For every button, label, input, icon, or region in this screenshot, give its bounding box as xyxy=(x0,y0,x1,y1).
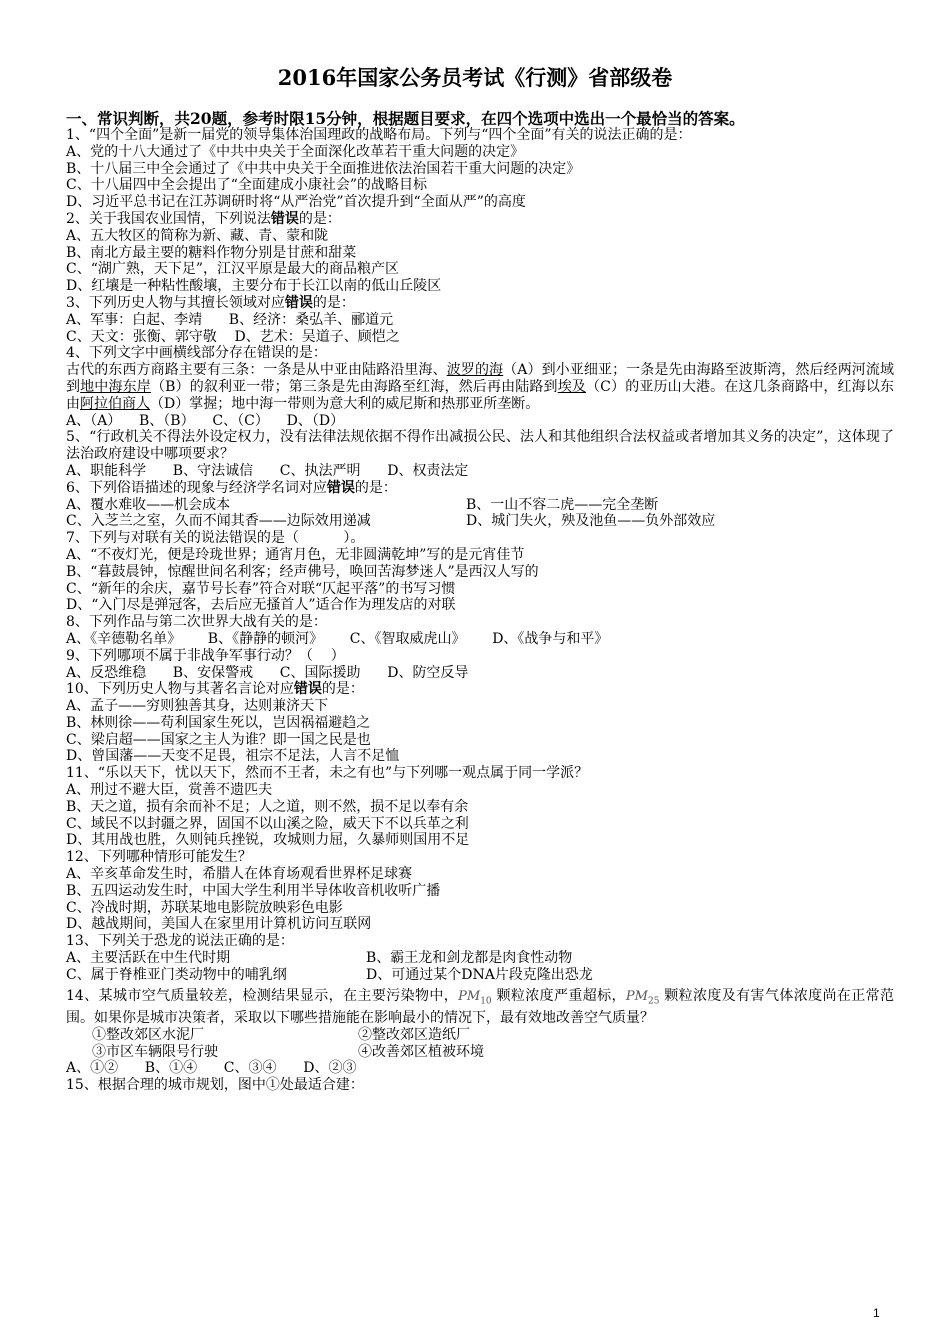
passage-text: 古代的东西方商路主要有三条：一条是从中亚由陆路沿里海、 xyxy=(66,362,447,379)
question-14-item-2: ②整改郊区造纸厂 xyxy=(358,1026,470,1043)
question-2-option-b: B、南北方最主要的糖料作物分别是甘蔗和甜菜 xyxy=(66,244,357,261)
pm10-base: PM xyxy=(458,988,481,1004)
question-1-option-b: B、十八届三中全会通过了《中共中央关于全面推进依法治国若干重大问题的决定》 xyxy=(66,160,581,177)
question-10-stem-text: 10、下列历史人物与其著名言论对应 xyxy=(66,681,294,698)
question-13-stem: 13、下列关于恐龙的说法正确的是： xyxy=(66,933,294,950)
question-1-option-a: A、党的十八大通过了《中共中央关于全面深化改革若干重大问题的决定》 xyxy=(66,143,525,160)
question-2-option-d: D、红壤是一种粘性酸壤，主要分布于长江以南的低山丘陵区 xyxy=(66,278,442,295)
question-14-item-4: ④改善郊区植被环境 xyxy=(358,1043,484,1060)
question-14-stem-text: 颗粒浓度及有害气体浓度尚在正常范围。如果你是城市决策者，采取以下哪些措施能在影响最小的情况下，最有效地改善空气质量？ xyxy=(66,987,894,1027)
pm25-subscript: 25 xyxy=(647,996,660,1007)
question-6-options-row-2 xyxy=(66,513,894,530)
question-6-option-d: D、城门失火，殃及池鱼——负外部效应 xyxy=(466,513,716,530)
question-13-options-row-2 xyxy=(66,967,894,984)
question-4-passage xyxy=(66,362,894,412)
question-6-emphasis: 错误 xyxy=(326,479,355,496)
question-4-options: A、（A） B、（B） C、（C） D、（D） xyxy=(66,412,345,429)
section-heading: 一、常识判断，共20题，参考时限15分钟，根据题目要求，在四个选项中选出一个最恰当的答案。 xyxy=(66,109,745,128)
question-2-option-c: C、“湖广熟，天下足”，江汉平原是最大的商品粮产区 xyxy=(66,261,400,278)
passage-text: （D）掌握；地中海一带则为意大利的威尼斯和热那亚所垄断。 xyxy=(150,395,540,412)
question-6-option-c: C、入芝兰之室，久而不闻其香——边际效用递减 xyxy=(66,513,371,530)
question-11-option-b: B、天之道，损有余而补不足；人之道，则不然，损不足以奉有余 xyxy=(66,798,469,815)
question-6-option-b: B、一山不容二虎——完全垄断 xyxy=(466,496,659,513)
question-3-stem-text: 3、下列历史人物与其擅长领域对应 xyxy=(66,294,285,311)
question-11-stem: 11、“乐以天下，忧以天下，然而不王者，未之有也”与下列哪一观点属于同一学派？ xyxy=(66,765,589,782)
question-6-options-row-1 xyxy=(66,497,894,514)
question-10-emphasis: 错误 xyxy=(293,681,322,698)
pm10-symbol xyxy=(458,988,492,1007)
question-14-stem xyxy=(66,988,894,1027)
underlined-phrase-b: 地中海东岸 xyxy=(80,378,151,395)
question-7-option-c: C、“新年的余庆，嘉节号长春”符合对联“仄起平落”的书写习惯 xyxy=(66,580,456,597)
question-6-stem-end: 的是： xyxy=(354,479,397,496)
question-10-option-c: C、梁启超——国家之主人为谁？即一国之民是也 xyxy=(66,731,371,748)
passage-text: （C）的亚历山大港。在这几条商路中，红海以东由 xyxy=(66,378,894,412)
question-5-stem: 5、“行政机关不得法外设定权力，没有法律法规依据不得作出减损公民、法人和其他组织合法权益或者增加其义务的决定”，这体现了法治政府建设中哪项要求？ xyxy=(66,429,894,463)
question-14-items-row-2 xyxy=(66,1044,894,1061)
question-13-option-a: A、主要活跃在中生代时期 xyxy=(66,950,231,967)
question-1-option-c: C、十八届四中全会提出了“全面建成小康社会”的战略目标 xyxy=(66,177,428,194)
question-10-option-b: B、林则徐——苟利国家生死以，岂因祸福避趋之 xyxy=(66,714,371,731)
question-13-options-row-1 xyxy=(66,950,894,967)
question-13-option-c: C、属于脊椎亚门类动物中的哺乳纲 xyxy=(66,966,287,983)
question-7-stem: 7、下列与对联有关的说法错误的是（ ）。 xyxy=(66,530,365,547)
question-12-option-b: B、五四运动发生时，中国大学生利用半导体收音机收听广播 xyxy=(66,882,441,899)
question-3-stem xyxy=(66,295,894,312)
passage-text: （A）到小亚细亚；一条是先由海路至波斯湾，然后经两河流域到 xyxy=(66,362,895,395)
underlined-phrase-c: 埃及 xyxy=(557,378,587,395)
question-10-stem xyxy=(66,681,894,698)
pm25-symbol xyxy=(625,988,660,1007)
question-list xyxy=(66,127,894,1094)
question-9-options: A、反恐维稳 B、安保警戒 C、国际援助 D、防空反导 xyxy=(66,664,469,681)
question-14-item-3: ③市区车辆限号行驶 xyxy=(92,1043,218,1060)
question-3-options-cd: C、天文：张衡、郭守敬 D、艺术：吴道子、顾恺之 xyxy=(66,328,400,345)
question-8-options: A、《辛德勒名单》 B、《静静的顿河》 C、《智取威虎山》 D、《战争与和平》 xyxy=(66,630,609,647)
underlined-phrase-a: 波罗的海 xyxy=(446,362,504,379)
question-3-emphasis: 错误 xyxy=(284,294,313,311)
question-6-stem-text: 6、下列俗语描述的现象与经济学名词对应 xyxy=(66,479,327,496)
question-7-option-b: B、“暮鼓晨钟，惊醒世间名利客；经声佛号，唤回苦海梦迷人”是西汉人写的 xyxy=(66,563,539,580)
question-8-stem: 8、下列作品与第二次世界大战有关的是： xyxy=(66,614,327,631)
question-12-option-d: D、越战期间，美国人在家里用计算机访问互联网 xyxy=(66,916,372,933)
page-number: 1 xyxy=(873,1306,880,1320)
question-10-option-d: D、曾国藩——天变不足畏，祖宗不足法，人言不足恤 xyxy=(66,748,400,765)
passage-text: （B）的叙利亚一带；第三条是先由海路至红海，然后再由陆路到 xyxy=(150,378,558,395)
question-15-stem: 15、根据合理的城市规划，图中①处最适合建： xyxy=(66,1077,364,1094)
question-14-options: A、①② B、①④ C、③④ D、②③ xyxy=(66,1060,357,1077)
question-14-items-row-1 xyxy=(66,1027,894,1044)
question-2-stem-text: 2、关于我国农业国情，下列说法 xyxy=(66,210,271,227)
question-7-option-d: D、“入门尽是弹冠客，去后应无搔首人”适合作为理发店的对联 xyxy=(66,597,456,614)
question-12-stem: 12、下列哪种情形可能发生？ xyxy=(66,849,252,866)
question-10-option-a: A、孟子——穷则独善其身，达则兼济天下 xyxy=(66,698,329,715)
question-12-option-a: A、辛亥革命发生时，希腊人在体育场观看世界杯足球赛 xyxy=(66,866,413,883)
question-5-options: A、职能科学 B、守法诚信 C、执法严明 D、权责法定 xyxy=(66,462,469,479)
question-10-stem-end: 的是： xyxy=(321,681,364,698)
question-11-option-a: A、刑过不避大臣，赏善不遗匹夫 xyxy=(66,782,273,799)
underlined-phrase-d: 阿拉伯商人 xyxy=(80,395,150,412)
question-1-option-d: D、习近平总书记在江苏调研时将“从严治党”首次提升到“全面从严”的高度 xyxy=(66,194,526,211)
question-11-option-c: C、域民不以封疆之界，固国不以山溪之险，威天下不以兵革之利 xyxy=(66,815,469,832)
question-12-option-c: C、冷战时期，苏联某地电影院放映彩色电影 xyxy=(66,899,343,916)
question-6-stem xyxy=(66,480,894,497)
question-1-stem: 1、“四个全面”是新一届党的领导集体治国理政的战略布局。下列与“四个全面”有关的说法正确的是： xyxy=(66,127,692,143)
question-3-options-ab: A、军事：白起、李靖 B、经济：桑弘羊、郦道元 xyxy=(66,311,394,328)
question-2-option-a: A、五大牧区的简称为新、藏、青、蒙和陇 xyxy=(66,227,329,244)
question-14-stem-text: 颗粒浓度严重超标， xyxy=(491,987,626,1004)
question-13-option-b: B、霸王龙和剑龙都是肉食性动物 xyxy=(366,950,573,967)
question-4-stem: 4、下列文字中画横线部分存在错误的是： xyxy=(66,345,327,362)
question-2-stem-end: 的是： xyxy=(298,210,341,227)
question-11-option-d: D、其用战也胜，久则钝兵挫锐，攻城则力屈，久暴师则国用不足 xyxy=(66,832,470,849)
question-7-option-a: A、“不夜灯光，便是玲珑世界；通宵月色，无非圆满乾坤”写的是元宵佳节 xyxy=(66,546,525,563)
question-2-stem xyxy=(66,211,894,228)
question-14-item-1: ①整改郊区水泥厂 xyxy=(92,1026,204,1043)
pm10-subscript: 10 xyxy=(480,996,492,1007)
pm25-base: PM xyxy=(625,988,648,1004)
question-9-stem: 9、下列哪项不属于非战争军事行动？（ ） xyxy=(66,647,345,664)
question-14-stem-text: 14、某城市空气质量较差，检测结果显示，在主要污染物中， xyxy=(66,987,459,1004)
question-6-option-a: A、覆水难收——机会成本 xyxy=(66,496,231,513)
question-3-stem-end: 的是： xyxy=(312,294,355,311)
question-13-option-d: D、可通过某个DNA片段克隆出恐龙 xyxy=(366,966,593,983)
page-title: 2016年国家公务员考试《行测》省部级卷 xyxy=(277,65,673,90)
question-2-emphasis: 错误 xyxy=(270,210,299,227)
